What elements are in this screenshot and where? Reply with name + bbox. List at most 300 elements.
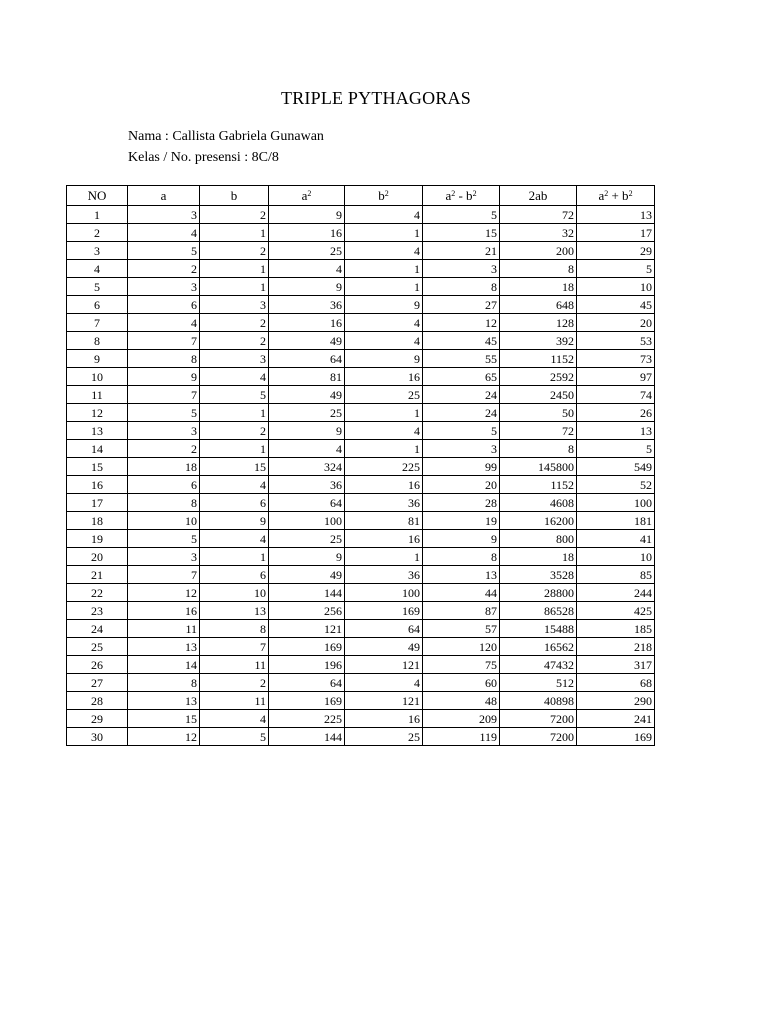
cell-two-ab: 16200	[500, 512, 577, 530]
cell-a2-plus-b2: 85	[577, 566, 655, 584]
table-row	[67, 386, 655, 404]
cell-no: 30	[67, 728, 128, 746]
cell-a2-minus-b2: 5	[423, 206, 500, 224]
cell-no: 8	[67, 332, 128, 350]
cell-two-ab: 2450	[500, 386, 577, 404]
cell-two-ab: 50	[500, 404, 577, 422]
table-header-row	[67, 186, 655, 206]
table-row	[67, 548, 655, 566]
cell-a2-plus-b2: 13	[577, 422, 655, 440]
table-row	[67, 350, 655, 368]
cell-a-squared: 9	[269, 278, 345, 296]
cell-b: 4	[200, 710, 269, 728]
cell-a2-minus-b2: 27	[423, 296, 500, 314]
cell-b-squared: 225	[345, 458, 423, 476]
cell-a: 8	[128, 494, 200, 512]
cell-a2-plus-b2: 244	[577, 584, 655, 602]
cell-a-squared: 144	[269, 584, 345, 602]
cell-a-squared: 4	[269, 260, 345, 278]
cell-a2-plus-b2: 13	[577, 206, 655, 224]
cell-a2-minus-b2: 57	[423, 620, 500, 638]
header-text: b	[378, 187, 385, 203]
cell-a2-plus-b2: 290	[577, 692, 655, 710]
table-row	[67, 206, 655, 224]
cell-b-squared: 1	[345, 278, 423, 296]
cell-b-squared: 36	[345, 566, 423, 584]
cell-b: 8	[200, 620, 269, 638]
cell-two-ab: 47432	[500, 656, 577, 674]
cell-two-ab: 200	[500, 242, 577, 260]
cell-a2-plus-b2: 181	[577, 512, 655, 530]
cell-two-ab: 8	[500, 260, 577, 278]
cell-no: 5	[67, 278, 128, 296]
column-header-a-squared	[269, 186, 345, 206]
column-header-a2-plus-b2	[577, 186, 655, 206]
table-row	[67, 710, 655, 728]
cell-no: 26	[67, 656, 128, 674]
table-row	[67, 584, 655, 602]
cell-a-squared: 9	[269, 548, 345, 566]
cell-b: 2	[200, 422, 269, 440]
cell-b-squared: 1	[345, 260, 423, 278]
cell-a2-minus-b2: 60	[423, 674, 500, 692]
cell-two-ab: 7200	[500, 710, 577, 728]
cell-a: 6	[128, 296, 200, 314]
cell-no: 20	[67, 548, 128, 566]
header-superscript: 2	[604, 188, 609, 198]
cell-a-squared: 81	[269, 368, 345, 386]
cell-a: 7	[128, 386, 200, 404]
cell-no: 22	[67, 584, 128, 602]
cell-b-squared: 25	[345, 386, 423, 404]
cell-a: 5	[128, 242, 200, 260]
cell-b: 15	[200, 458, 269, 476]
cell-a2-plus-b2: 425	[577, 602, 655, 620]
table-row	[67, 476, 655, 494]
cell-a-squared: 196	[269, 656, 345, 674]
cell-two-ab: 145800	[500, 458, 577, 476]
cell-a-squared: 49	[269, 332, 345, 350]
cell-a2-minus-b2: 5	[423, 422, 500, 440]
header-text: a	[160, 187, 167, 203]
cell-b: 1	[200, 404, 269, 422]
cell-a: 15	[128, 710, 200, 728]
cell-a2-plus-b2: 100	[577, 494, 655, 512]
table-row	[67, 620, 655, 638]
cell-no: 3	[67, 242, 128, 260]
cell-no: 19	[67, 530, 128, 548]
cell-a: 5	[128, 530, 200, 548]
cell-b: 9	[200, 512, 269, 530]
table-row	[67, 656, 655, 674]
cell-a: 2	[128, 440, 200, 458]
cell-b-squared: 1	[345, 440, 423, 458]
cell-a: 3	[128, 206, 200, 224]
cell-a2-minus-b2: 48	[423, 692, 500, 710]
cell-a2-plus-b2: 73	[577, 350, 655, 368]
cell-a2-minus-b2: 44	[423, 584, 500, 602]
cell-two-ab: 4608	[500, 494, 577, 512]
cell-a2-plus-b2: 5	[577, 440, 655, 458]
cell-a2-minus-b2: 87	[423, 602, 500, 620]
table-row	[67, 422, 655, 440]
cell-a2-plus-b2: 41	[577, 530, 655, 548]
header-text: NO	[87, 187, 107, 203]
cell-b: 1	[200, 260, 269, 278]
header-superscript: 2	[472, 188, 477, 198]
cell-a2-minus-b2: 13	[423, 566, 500, 584]
table-row	[67, 224, 655, 242]
cell-a2-plus-b2: 20	[577, 314, 655, 332]
cell-b: 3	[200, 350, 269, 368]
cell-b-squared: 4	[345, 422, 423, 440]
table-row	[67, 692, 655, 710]
cell-a-squared: 4	[269, 440, 345, 458]
column-header-a2-minus-b2	[423, 186, 500, 206]
cell-b: 5	[200, 386, 269, 404]
cell-two-ab: 72	[500, 422, 577, 440]
cell-b-squared: 16	[345, 530, 423, 548]
cell-a-squared: 169	[269, 692, 345, 710]
cell-a-squared: 64	[269, 674, 345, 692]
column-header-two-ab	[500, 186, 577, 206]
cell-no: 14	[67, 440, 128, 458]
cell-b: 1	[200, 224, 269, 242]
cell-a: 3	[128, 548, 200, 566]
cell-a-squared: 100	[269, 512, 345, 530]
cell-b: 1	[200, 440, 269, 458]
table-row	[67, 332, 655, 350]
cell-b: 10	[200, 584, 269, 602]
cell-a2-minus-b2: 120	[423, 638, 500, 656]
cell-a-squared: 256	[269, 602, 345, 620]
cell-a2-plus-b2: 68	[577, 674, 655, 692]
cell-two-ab: 128	[500, 314, 577, 332]
cell-a: 6	[128, 476, 200, 494]
cell-two-ab: 18	[500, 548, 577, 566]
cell-a: 4	[128, 224, 200, 242]
cell-two-ab: 800	[500, 530, 577, 548]
cell-two-ab: 2592	[500, 368, 577, 386]
cell-no: 11	[67, 386, 128, 404]
cell-a2-minus-b2: 24	[423, 404, 500, 422]
cell-a2-plus-b2: 97	[577, 368, 655, 386]
cell-a-squared: 225	[269, 710, 345, 728]
class-number: Kelas / No. presensi : 8C/8	[128, 150, 279, 165]
cell-b-squared: 169	[345, 602, 423, 620]
table-row	[67, 638, 655, 656]
cell-no: 9	[67, 350, 128, 368]
cell-b-squared: 25	[345, 728, 423, 746]
table-row	[67, 458, 655, 476]
cell-two-ab: 72	[500, 206, 577, 224]
cell-a2-minus-b2: 19	[423, 512, 500, 530]
pythagorean-triples-table	[66, 185, 655, 746]
cell-a2-plus-b2: 45	[577, 296, 655, 314]
cell-a: 8	[128, 674, 200, 692]
cell-a2-plus-b2: 74	[577, 386, 655, 404]
cell-b: 7	[200, 638, 269, 656]
cell-a2-minus-b2: 21	[423, 242, 500, 260]
cell-b-squared: 1	[345, 224, 423, 242]
cell-b: 2	[200, 242, 269, 260]
cell-no: 27	[67, 674, 128, 692]
cell-b: 11	[200, 692, 269, 710]
cell-b: 6	[200, 566, 269, 584]
cell-no: 21	[67, 566, 128, 584]
cell-a: 16	[128, 602, 200, 620]
cell-no: 28	[67, 692, 128, 710]
cell-two-ab: 32	[500, 224, 577, 242]
cell-a2-minus-b2: 75	[423, 656, 500, 674]
cell-no: 7	[67, 314, 128, 332]
table-row	[67, 404, 655, 422]
cell-no: 12	[67, 404, 128, 422]
header-superscript: 2	[384, 188, 389, 198]
cell-no: 24	[67, 620, 128, 638]
table-row	[67, 494, 655, 512]
cell-a2-minus-b2: 9	[423, 530, 500, 548]
table-row	[67, 512, 655, 530]
table-row	[67, 530, 655, 548]
header-superscript: 2	[307, 188, 312, 198]
cell-a: 9	[128, 368, 200, 386]
table-row	[67, 314, 655, 332]
cell-a: 8	[128, 350, 200, 368]
cell-a2-minus-b2: 20	[423, 476, 500, 494]
cell-a-squared: 121	[269, 620, 345, 638]
header-text: a	[445, 187, 452, 203]
cell-a: 5	[128, 404, 200, 422]
cell-b: 4	[200, 530, 269, 548]
cell-a2-minus-b2: 8	[423, 548, 500, 566]
cell-b: 4	[200, 368, 269, 386]
cell-a: 3	[128, 278, 200, 296]
cell-two-ab: 8	[500, 440, 577, 458]
cell-a: 12	[128, 728, 200, 746]
cell-a2-minus-b2: 28	[423, 494, 500, 512]
cell-two-ab: 1152	[500, 476, 577, 494]
cell-two-ab: 28800	[500, 584, 577, 602]
cell-b-squared: 4	[345, 314, 423, 332]
cell-a-squared: 36	[269, 296, 345, 314]
cell-b-squared: 121	[345, 656, 423, 674]
student-name: Nama : Callista Gabriela Gunawan	[128, 129, 324, 144]
cell-b-squared: 4	[345, 242, 423, 260]
cell-b: 6	[200, 494, 269, 512]
table-row	[67, 602, 655, 620]
cell-b-squared: 16	[345, 710, 423, 728]
cell-no: 15	[67, 458, 128, 476]
cell-two-ab: 15488	[500, 620, 577, 638]
header-text: a	[598, 187, 605, 203]
cell-a2-minus-b2: 24	[423, 386, 500, 404]
cell-two-ab: 3528	[500, 566, 577, 584]
cell-b-squared: 121	[345, 692, 423, 710]
cell-a: 14	[128, 656, 200, 674]
cell-a-squared: 25	[269, 404, 345, 422]
cell-b-squared: 81	[345, 512, 423, 530]
cell-two-ab: 7200	[500, 728, 577, 746]
cell-a2-minus-b2: 45	[423, 332, 500, 350]
cell-a2-minus-b2: 12	[423, 314, 500, 332]
cell-b-squared: 9	[345, 296, 423, 314]
table-row	[67, 728, 655, 746]
cell-b: 5	[200, 728, 269, 746]
cell-no: 6	[67, 296, 128, 314]
cell-a: 4	[128, 314, 200, 332]
cell-no: 23	[67, 602, 128, 620]
cell-a2-plus-b2: 52	[577, 476, 655, 494]
cell-a2-plus-b2: 169	[577, 728, 655, 746]
cell-a: 13	[128, 692, 200, 710]
cell-b: 4	[200, 476, 269, 494]
cell-a2-minus-b2: 15	[423, 224, 500, 242]
cell-no: 1	[67, 206, 128, 224]
column-header-b	[200, 186, 269, 206]
cell-a-squared: 169	[269, 638, 345, 656]
cell-no: 29	[67, 710, 128, 728]
cell-a2-plus-b2: 5	[577, 260, 655, 278]
table-row	[67, 440, 655, 458]
cell-a-squared: 324	[269, 458, 345, 476]
cell-b-squared: 36	[345, 494, 423, 512]
cell-no: 18	[67, 512, 128, 530]
cell-two-ab: 512	[500, 674, 577, 692]
cell-b-squared: 9	[345, 350, 423, 368]
cell-no: 25	[67, 638, 128, 656]
header-text: b	[230, 187, 238, 203]
cell-a: 10	[128, 512, 200, 530]
cell-a2-minus-b2: 3	[423, 260, 500, 278]
cell-b: 2	[200, 332, 269, 350]
header-superscript: 2	[628, 188, 633, 198]
cell-no: 16	[67, 476, 128, 494]
cell-a: 3	[128, 422, 200, 440]
table-row	[67, 242, 655, 260]
cell-a2-minus-b2: 8	[423, 278, 500, 296]
cell-a-squared: 36	[269, 476, 345, 494]
cell-a2-minus-b2: 65	[423, 368, 500, 386]
cell-no: 10	[67, 368, 128, 386]
cell-b-squared: 1	[345, 548, 423, 566]
cell-two-ab: 16562	[500, 638, 577, 656]
cell-no: 4	[67, 260, 128, 278]
table-row	[67, 368, 655, 386]
cell-two-ab: 392	[500, 332, 577, 350]
cell-b-squared: 1	[345, 404, 423, 422]
cell-two-ab: 18	[500, 278, 577, 296]
header-text: + b	[608, 187, 629, 203]
cell-a2-plus-b2: 53	[577, 332, 655, 350]
cell-b: 1	[200, 278, 269, 296]
header-superscript: 2	[451, 188, 456, 198]
cell-a-squared: 25	[269, 530, 345, 548]
cell-a: 12	[128, 584, 200, 602]
cell-b-squared: 4	[345, 674, 423, 692]
column-header-no	[67, 186, 128, 206]
cell-a-squared: 144	[269, 728, 345, 746]
cell-two-ab: 40898	[500, 692, 577, 710]
cell-a2-plus-b2: 10	[577, 548, 655, 566]
header-text: - b	[455, 187, 473, 203]
cell-no: 2	[67, 224, 128, 242]
cell-a2-plus-b2: 549	[577, 458, 655, 476]
cell-a2-plus-b2: 10	[577, 278, 655, 296]
cell-two-ab: 1152	[500, 350, 577, 368]
table-row	[67, 674, 655, 692]
cell-a: 7	[128, 566, 200, 584]
cell-b-squared: 100	[345, 584, 423, 602]
column-header-a	[128, 186, 200, 206]
cell-a: 13	[128, 638, 200, 656]
cell-a2-plus-b2: 26	[577, 404, 655, 422]
cell-b-squared: 49	[345, 638, 423, 656]
header-text: a	[301, 187, 308, 203]
cell-b: 2	[200, 674, 269, 692]
table-row	[67, 296, 655, 314]
cell-b: 11	[200, 656, 269, 674]
document-title: TRIPLE PYTHAGORAS	[281, 88, 471, 108]
cell-two-ab: 86528	[500, 602, 577, 620]
header-text: 2ab	[528, 187, 548, 203]
cell-b-squared: 4	[345, 332, 423, 350]
cell-a: 18	[128, 458, 200, 476]
cell-a-squared: 64	[269, 350, 345, 368]
cell-a: 11	[128, 620, 200, 638]
cell-a-squared: 9	[269, 422, 345, 440]
cell-no: 17	[67, 494, 128, 512]
cell-b: 1	[200, 548, 269, 566]
cell-a2-plus-b2: 218	[577, 638, 655, 656]
cell-b-squared: 16	[345, 368, 423, 386]
cell-a: 2	[128, 260, 200, 278]
cell-b-squared: 4	[345, 206, 423, 224]
table-row	[67, 566, 655, 584]
cell-two-ab: 648	[500, 296, 577, 314]
table-row	[67, 260, 655, 278]
cell-a: 7	[128, 332, 200, 350]
cell-a-squared: 49	[269, 566, 345, 584]
cell-a-squared: 16	[269, 314, 345, 332]
cell-a2-plus-b2: 185	[577, 620, 655, 638]
cell-b-squared: 64	[345, 620, 423, 638]
cell-b: 2	[200, 206, 269, 224]
table-row	[67, 278, 655, 296]
cell-a-squared: 25	[269, 242, 345, 260]
column-header-b-squared	[345, 186, 423, 206]
cell-b: 2	[200, 314, 269, 332]
cell-a2-minus-b2: 55	[423, 350, 500, 368]
cell-a2-minus-b2: 209	[423, 710, 500, 728]
cell-a2-plus-b2: 317	[577, 656, 655, 674]
cell-a2-minus-b2: 119	[423, 728, 500, 746]
cell-a-squared: 9	[269, 206, 345, 224]
cell-a-squared: 49	[269, 386, 345, 404]
table-body	[67, 206, 655, 746]
cell-b-squared: 16	[345, 476, 423, 494]
cell-a2-minus-b2: 3	[423, 440, 500, 458]
cell-no: 13	[67, 422, 128, 440]
cell-a2-plus-b2: 17	[577, 224, 655, 242]
cell-a-squared: 16	[269, 224, 345, 242]
cell-a2-plus-b2: 29	[577, 242, 655, 260]
cell-a2-minus-b2: 99	[423, 458, 500, 476]
cell-a-squared: 64	[269, 494, 345, 512]
cell-b: 13	[200, 602, 269, 620]
cell-a2-plus-b2: 241	[577, 710, 655, 728]
cell-b: 3	[200, 296, 269, 314]
